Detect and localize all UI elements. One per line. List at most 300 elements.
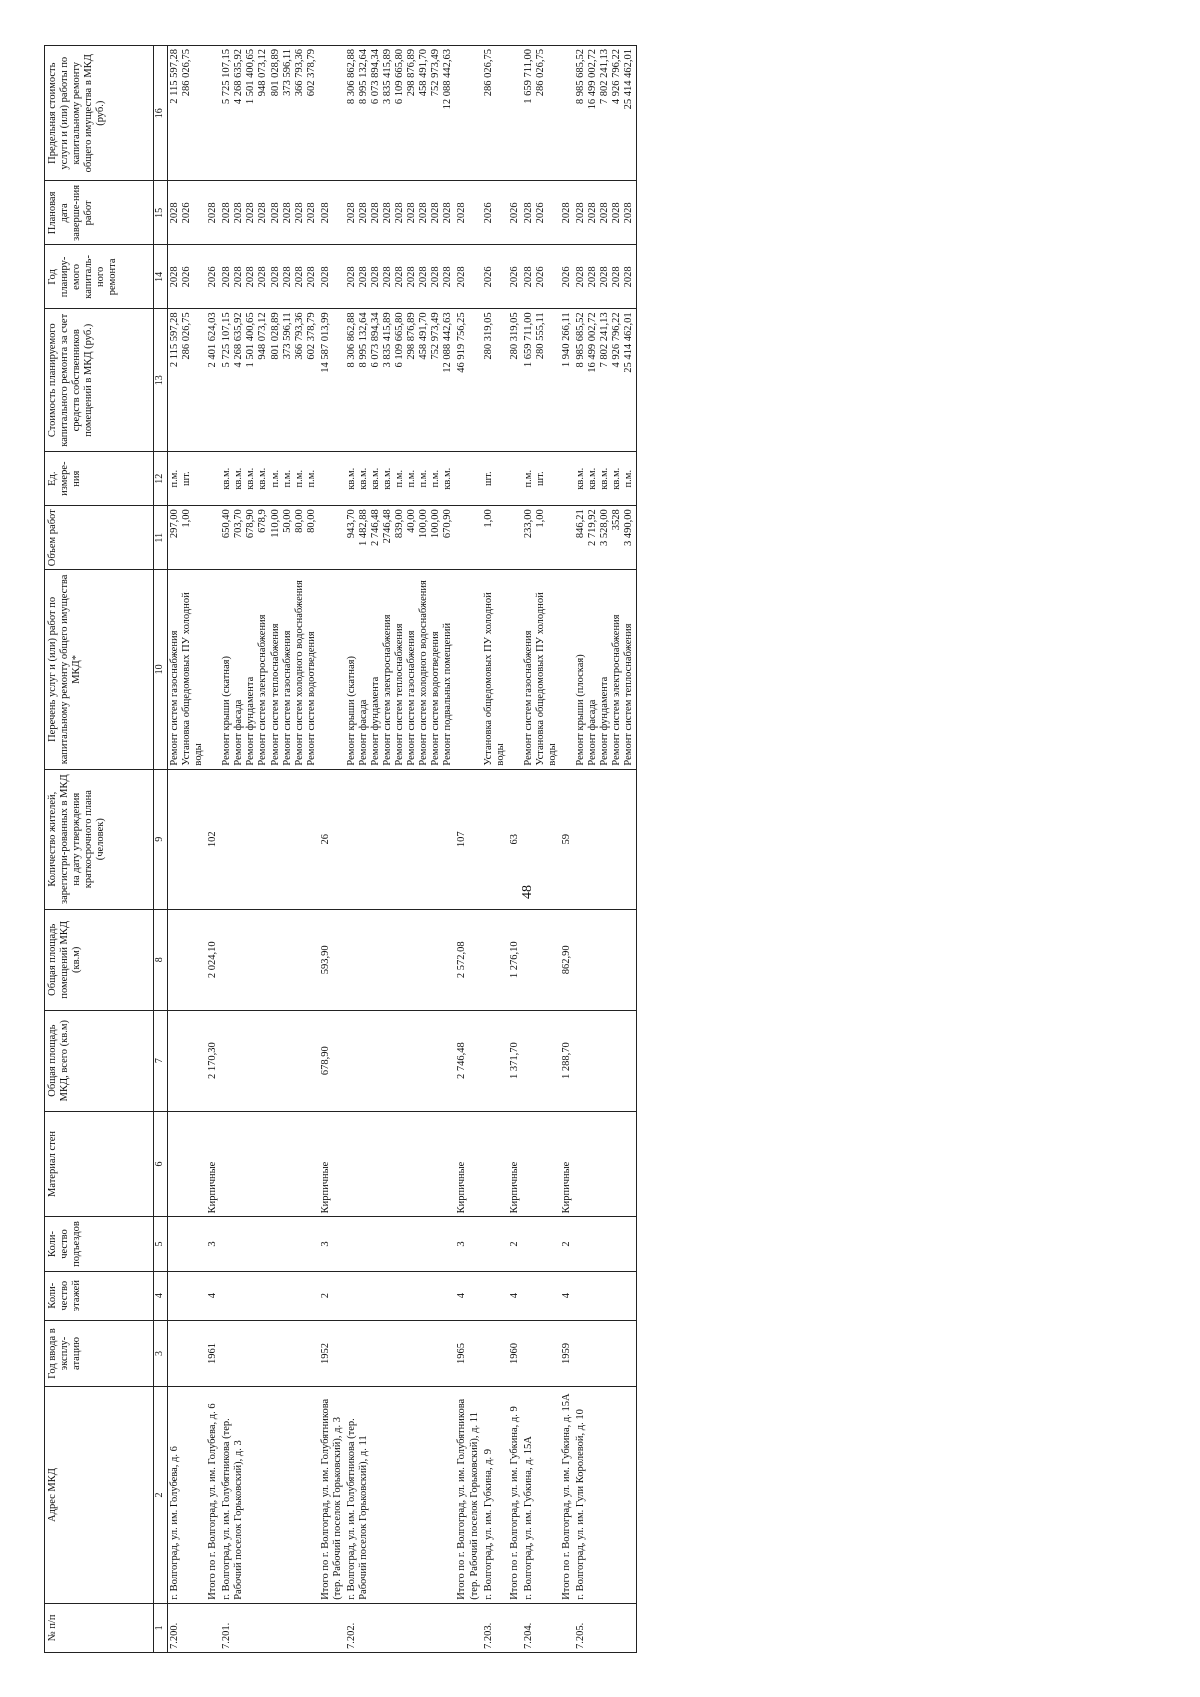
- completion-date: [522, 181, 560, 245]
- premises-area: [168, 909, 207, 1010]
- owner-cost-line: 25 414 462,01: [623, 312, 635, 373]
- residents: [206, 769, 220, 909]
- premises-area-line: 862,90: [560, 945, 572, 975]
- floors-line: 4: [560, 1293, 572, 1299]
- residents: [345, 769, 456, 909]
- premises-area: [319, 909, 345, 1010]
- premises-area: [345, 909, 456, 1010]
- completion-date-line: 2028: [370, 202, 381, 224]
- completion-date: [345, 181, 456, 245]
- completion-date-line: 2028: [345, 202, 357, 224]
- owner-cost-line: 1 940 266,11: [560, 312, 572, 368]
- limit-cost: [455, 46, 481, 181]
- repair-year-line: 2028: [575, 266, 586, 288]
- premises-area-line: 2 572,08: [456, 941, 468, 979]
- unit: [168, 452, 207, 506]
- table-header: [45, 46, 168, 1653]
- work-volume-line: 1 482,88: [357, 509, 369, 546]
- completion-date-line: 2028: [394, 202, 406, 224]
- total-area: [482, 1010, 508, 1111]
- residents: [455, 769, 481, 909]
- entrances: [168, 1217, 207, 1271]
- completion-date-line: 2026: [482, 202, 494, 224]
- repair-year-line: 2026: [560, 266, 572, 288]
- work-item-line: Ремонт систем теплоснабжения: [623, 623, 635, 766]
- floors: [522, 1271, 560, 1320]
- work-item-line: Ремонт систем электроснабжения: [611, 614, 623, 766]
- unit-line: п.м.: [430, 469, 442, 488]
- limit-cost-line: 366 793,36: [293, 49, 305, 97]
- unit-line: шт.: [181, 471, 193, 486]
- completion-date-line: 2028: [221, 202, 233, 224]
- premises-area: [455, 909, 481, 1010]
- repair-year-line: 2026: [181, 266, 193, 288]
- owner-cost: [522, 309, 560, 452]
- total-area: [560, 1010, 574, 1111]
- premises-area: [508, 909, 522, 1010]
- capital-repair-table-wrapper: [44, 45, 1152, 1653]
- completion-date-line: 2028: [281, 202, 293, 224]
- floors: [345, 1271, 456, 1320]
- owner-cost-line: 3 835 415,89: [382, 312, 394, 368]
- premises-area: [522, 909, 560, 1010]
- commission-year-line: 1952: [319, 1343, 331, 1364]
- premises-area-line: 1 276,10: [508, 941, 520, 979]
- work-item: [455, 570, 481, 769]
- page-number: 48: [520, 885, 535, 899]
- entrances-line: 3: [207, 1241, 219, 1247]
- column-number: 15: [154, 181, 168, 245]
- column-header: Коли-чество этажей: [45, 1271, 154, 1320]
- completion-date-line: 2028: [575, 202, 586, 224]
- address: [206, 1387, 220, 1604]
- work-volume: [508, 506, 522, 570]
- wall-material-line: Кирпичные: [319, 1161, 331, 1214]
- completion-date-line: 2028: [319, 202, 331, 224]
- limit-cost: [560, 46, 574, 181]
- floors: [319, 1271, 345, 1320]
- address-line: г. Волгоград, ул. им. Голубятникова (тер. Рабочий поселок Горьковский), д. 3: [221, 1418, 245, 1600]
- unit-line: кв.м.: [587, 467, 599, 490]
- limit-cost-line: 752 973,49: [430, 49, 442, 97]
- completion-date-line: 2028: [560, 202, 572, 224]
- owner-cost-line: 6 109 665,80: [394, 312, 406, 368]
- owner-cost: [206, 309, 220, 452]
- completion-date-line: 2028: [245, 202, 257, 224]
- owner-cost-line: 8 995 132,64: [357, 312, 369, 368]
- work-item: [560, 570, 574, 769]
- table-row: [345, 46, 456, 1653]
- total-area: [508, 1010, 522, 1111]
- commission-year: [522, 1320, 560, 1386]
- work-volume: [574, 506, 637, 570]
- total-area-line: 2 170,30: [207, 1042, 219, 1080]
- unit-line: кв.м.: [257, 467, 269, 490]
- wall-material: [206, 1111, 220, 1217]
- row-number: [168, 1603, 207, 1652]
- column-number: 7: [154, 1010, 168, 1111]
- repair-year: [455, 245, 481, 309]
- column-header: Общая площадь МКД, всего (кв.м): [45, 1010, 154, 1111]
- column-header: Коли-чество подъездов: [45, 1217, 154, 1271]
- limit-cost-line: 602 378,79: [305, 49, 317, 97]
- unit-line: п.м.: [522, 469, 534, 488]
- residents-line: 26: [319, 833, 331, 845]
- work-item: [319, 570, 345, 769]
- floors: [482, 1271, 508, 1320]
- wall-material-line: Кирпичные: [560, 1161, 572, 1214]
- work-volume-line: 846,21: [575, 509, 586, 539]
- wall-material: [508, 1111, 522, 1217]
- work-item-line: Ремонт систем электроснабжения: [382, 614, 394, 766]
- column-header: Перечень услуг и (или) работ по капитальному ремонту общего имущества МКД*: [45, 570, 154, 769]
- column-header: Год ввода в эксплу-атацию: [45, 1320, 154, 1386]
- residents: [522, 769, 560, 909]
- floors-line: 4: [508, 1293, 520, 1299]
- owner-cost-line: 8 985 685,52: [575, 312, 586, 368]
- unit-line: кв.м.: [599, 467, 611, 490]
- completion-date: [574, 181, 637, 245]
- work-item-line: Ремонт систем газоснабжения: [169, 630, 180, 766]
- work-volume: [168, 506, 207, 570]
- work-volume-line: 297,00: [169, 509, 180, 539]
- work-item-line: Ремонт систем холодного водоснабжения: [418, 580, 430, 766]
- work-item-line: Ремонт фундамента: [245, 676, 257, 766]
- completion-date-line: 2028: [623, 202, 635, 224]
- unit-line: п.м.: [418, 469, 430, 488]
- repair-year-line: 2028: [370, 266, 381, 288]
- floors: [206, 1271, 220, 1320]
- total-area: [168, 1010, 207, 1111]
- address-line: Итого по г. Волгоград, ул. им. Голубева, д. 6: [207, 1403, 219, 1600]
- unit: [522, 452, 560, 506]
- unit-line: шт.: [534, 471, 546, 486]
- commission-year-line: 1960: [508, 1343, 520, 1364]
- limit-cost-line: 5 725 107,15: [221, 49, 233, 105]
- owner-cost-line: 7 802 241,13: [599, 312, 611, 368]
- owner-cost-line: 458 491,70: [418, 312, 430, 360]
- work-item-line: Ремонт систем водоотведения: [305, 631, 317, 766]
- repair-year: [168, 245, 207, 309]
- limit-cost: [522, 46, 560, 181]
- repair-year-line: 2028: [623, 266, 635, 288]
- commission-year: [482, 1320, 508, 1386]
- wall-material: [319, 1111, 345, 1217]
- address-line: г. Волгоград, ул. им. Губкина, д. 9: [482, 1448, 494, 1600]
- floors: [508, 1271, 522, 1320]
- total-area-line: 678,90: [319, 1046, 331, 1076]
- limit-cost-line: 8 985 685,52: [575, 49, 586, 105]
- work-volume-line: 100,00: [430, 509, 442, 539]
- repair-year-line: 2028: [382, 266, 394, 288]
- address: [220, 1387, 319, 1604]
- residents-line: 102: [207, 831, 219, 848]
- owner-cost: [560, 309, 574, 452]
- unit-line: п.м.: [406, 469, 418, 488]
- row-number: [319, 1603, 345, 1652]
- limit-cost: [168, 46, 207, 181]
- completion-date-line: 2028: [611, 202, 623, 224]
- completion-date-line: 2026: [181, 202, 193, 224]
- limit-cost: [220, 46, 319, 181]
- repair-year-line: 2028: [522, 266, 534, 288]
- residents: [574, 769, 637, 909]
- entrances: [206, 1217, 220, 1271]
- capital-repair-table: [44, 45, 637, 1653]
- limit-cost-line: 6 073 894,34: [370, 49, 381, 105]
- unit-line: п.м.: [305, 469, 317, 488]
- column-number: 6: [154, 1111, 168, 1217]
- completion-date-line: 2028: [406, 202, 418, 224]
- unit: [574, 452, 637, 506]
- unit-line: п.м.: [293, 469, 305, 488]
- work-item-line: Ремонт систем газоснабжения: [406, 630, 418, 766]
- limit-cost-line: 286 026,75: [181, 49, 193, 97]
- completion-date-line: 2026: [534, 202, 546, 224]
- repair-year-line: 2028: [233, 266, 245, 288]
- wall-material: [168, 1111, 207, 1217]
- residents: [319, 769, 345, 909]
- column-number: 9: [154, 769, 168, 909]
- repair-year-line: 2028: [169, 266, 180, 288]
- work-item-line: Ремонт систем электроснабжения: [257, 614, 269, 766]
- limit-cost-line: 2 115 597,28: [169, 49, 180, 104]
- owner-cost-line: 1 501 400,65: [245, 312, 257, 368]
- work-volume-line: 100,00: [418, 509, 430, 539]
- residents: [508, 769, 522, 909]
- owner-cost-line: 280 319,05: [482, 312, 494, 360]
- completion-date: [206, 181, 220, 245]
- entrances: [345, 1217, 456, 1271]
- repair-year: [319, 245, 345, 309]
- work-volume: [455, 506, 481, 570]
- completion-date-line: 2028: [522, 202, 534, 224]
- column-number: 8: [154, 909, 168, 1010]
- premises-area: [560, 909, 574, 1010]
- work-volume-line: 1,00: [482, 509, 494, 528]
- repair-year-line: 2026: [482, 266, 494, 288]
- owner-cost: [482, 309, 508, 452]
- owner-cost-line: 6 073 894,34: [370, 312, 381, 368]
- work-volume-line: 50,00: [281, 509, 293, 533]
- row-number: [574, 1603, 637, 1652]
- owner-cost: [574, 309, 637, 452]
- floors: [220, 1271, 319, 1320]
- limit-cost-line: 458 491,70: [418, 49, 430, 97]
- limit-cost-line: 25 414 462,01: [623, 49, 635, 110]
- completion-date-line: 2028: [599, 202, 611, 224]
- owner-cost-line: 280 555,11: [534, 312, 546, 360]
- commission-year: [345, 1320, 456, 1386]
- address: [574, 1387, 637, 1604]
- residents-line: 63: [508, 833, 520, 845]
- wall-material: [482, 1111, 508, 1217]
- owner-cost-line: 1 659 711,00: [522, 312, 534, 368]
- repair-year-line: 2028: [345, 266, 357, 288]
- completion-date: [319, 181, 345, 245]
- work-volume: [522, 506, 560, 570]
- total-area: [206, 1010, 220, 1111]
- column-header: Общая площадь помещений МКД (кв.м): [45, 909, 154, 1010]
- repair-year-line: 2028: [394, 266, 406, 288]
- completion-date-line: 2028: [257, 202, 269, 224]
- repair-year: [522, 245, 560, 309]
- work-item-line: Ремонт фасада: [357, 699, 369, 766]
- owner-cost: [319, 309, 345, 452]
- work-item: [206, 570, 220, 769]
- work-item: [168, 570, 207, 769]
- work-item: [522, 570, 560, 769]
- address: [482, 1387, 508, 1604]
- table-total-row: [455, 46, 481, 1653]
- address: [319, 1387, 345, 1604]
- entrances: [522, 1217, 560, 1271]
- row-number-line: 7.203.: [482, 1622, 494, 1649]
- row-number-line: 7.204.: [522, 1622, 534, 1649]
- total-area: [345, 1010, 456, 1111]
- premises-area: [482, 909, 508, 1010]
- owner-cost: [345, 309, 456, 452]
- repair-year-line: 2028: [599, 266, 611, 288]
- residents-line: 107: [456, 831, 468, 848]
- owner-cost-line: 14 587 013,99: [319, 312, 331, 373]
- work-volume: [560, 506, 574, 570]
- limit-cost: [206, 46, 220, 181]
- limit-cost-line: 286 026,75: [482, 49, 494, 97]
- owner-cost-line: 4 268 635,92: [233, 312, 245, 368]
- work-item-line: Ремонт крыши (скатная): [345, 656, 357, 766]
- column-header: Количество жителей, зарегистри-рованных в МКД на дату утверждения краткосрочного плана (человек): [45, 769, 154, 909]
- completion-date-line: 2028: [382, 202, 394, 224]
- column-number: 3: [154, 1320, 168, 1386]
- completion-date-line: 2028: [293, 202, 305, 224]
- column-header: Плановая дата заверше-ния работ: [45, 181, 154, 245]
- unit-line: кв.м.: [611, 467, 623, 490]
- table-body: [168, 46, 637, 1653]
- limit-cost-line: 7 802 241,13: [599, 49, 611, 105]
- entrances: [319, 1217, 345, 1271]
- owner-cost-line: 8 306 862,88: [345, 312, 357, 368]
- address-line: г. Волгоград, ул. им. Губкина, д. 15А: [522, 1436, 534, 1600]
- work-item-line: Установка общедомовых ПУ холодной воды: [534, 592, 558, 766]
- wall-material: [345, 1111, 456, 1217]
- commission-year: [319, 1320, 345, 1386]
- limit-cost-line: 1 501 400,65: [245, 49, 257, 105]
- limit-cost: [345, 46, 456, 181]
- column-header: Ед. измере-ния: [45, 452, 154, 506]
- address-line: г. Волгоград, ул. им. Голубятникова (тер. Рабочий поселок Горьковский), д. 11: [345, 1418, 369, 1600]
- repair-year-line: 2028: [456, 266, 468, 288]
- address: [522, 1387, 560, 1604]
- work-volume-line: 1,00: [181, 509, 193, 528]
- limit-cost-line: 373 596,11: [281, 49, 293, 96]
- owner-cost-line: 286 026,75: [181, 312, 193, 360]
- completion-date: [560, 181, 574, 245]
- floors: [168, 1271, 207, 1320]
- completion-date: [482, 181, 508, 245]
- unit-line: кв.м.: [575, 467, 586, 490]
- residents: [220, 769, 319, 909]
- work-volume-line: 110,00: [269, 509, 281, 538]
- work-item: [482, 570, 508, 769]
- work-item-line: Ремонт систем теплоснабжения: [269, 623, 281, 766]
- table-row: [522, 46, 560, 1653]
- owner-cost-line: 366 793,36: [293, 312, 305, 360]
- row-number-line: 7.201.: [221, 1622, 233, 1649]
- repair-year-line: 2028: [269, 266, 281, 288]
- repair-year: [220, 245, 319, 309]
- work-volume-line: 670,90: [442, 509, 454, 539]
- premises-area: [220, 909, 319, 1010]
- completion-date: [168, 181, 207, 245]
- owner-cost: [168, 309, 207, 452]
- work-volume-line: 839,00: [394, 509, 406, 539]
- work-volume-line: 3528: [611, 509, 623, 531]
- unit: [508, 452, 522, 506]
- work-volume: [345, 506, 456, 570]
- owner-cost-line: 2 401 624,03: [207, 312, 219, 368]
- unit-line: кв.м.: [221, 467, 233, 490]
- unit: [319, 452, 345, 506]
- entrances: [482, 1217, 508, 1271]
- column-header: Адрес МКД: [45, 1387, 154, 1604]
- address-line: Итого по г. Волгоград, ул. им. Голубятникова (тер. Рабочий поселок Горьковский), д. 11: [456, 1398, 480, 1600]
- total-area-line: 2 746,48: [456, 1042, 468, 1080]
- total-area: [455, 1010, 481, 1111]
- entrances-line: 3: [456, 1241, 468, 1247]
- work-volume: [319, 506, 345, 570]
- repair-year: [345, 245, 456, 309]
- repair-year: [206, 245, 220, 309]
- repair-year-line: 2028: [587, 266, 599, 288]
- work-item-line: Ремонт фасада: [587, 699, 599, 766]
- column-number: 13: [154, 309, 168, 452]
- repair-year: [508, 245, 522, 309]
- address-line: Итого по г. Волгоград, ул. им. Голубятникова (тер. Рабочий поселок Горьковский), д. 3: [319, 1398, 343, 1600]
- floors: [574, 1271, 637, 1320]
- work-volume-line: 1,00: [534, 509, 546, 528]
- limit-cost-line: 4 926 796,22: [611, 49, 623, 105]
- owner-cost-line: 2 115 597,28: [169, 312, 180, 368]
- unit: [455, 452, 481, 506]
- work-volume-line: 3 490,00: [623, 509, 635, 546]
- total-area-line: 1 371,70: [508, 1042, 520, 1080]
- limit-cost: [482, 46, 508, 181]
- row-number: [508, 1603, 522, 1652]
- completion-date-line: 2028: [207, 202, 219, 224]
- owner-cost-line: 801 028,89: [269, 312, 281, 360]
- column-header: Стоимость планируемого капитального ремонта за счет средств собственников помещений в МКД (руб.): [45, 309, 154, 452]
- wall-material: [220, 1111, 319, 1217]
- work-item: [574, 570, 637, 769]
- address: [455, 1387, 481, 1604]
- work-item-line: Ремонт крыши (скатная): [221, 656, 233, 766]
- table-row: [482, 46, 508, 1653]
- entrances: [560, 1217, 574, 1271]
- limit-cost-line: 8 306 862,88: [345, 49, 357, 105]
- row-number-line: 7.205.: [575, 1622, 586, 1649]
- unit: [345, 452, 456, 506]
- total-area: [574, 1010, 637, 1111]
- residents: [482, 769, 508, 909]
- work-item-line: Ремонт систем газоснабжения: [522, 630, 534, 766]
- unit-line: п.м.: [169, 469, 180, 488]
- unit-line: кв.м.: [245, 467, 257, 490]
- wall-material-line: Кирпичные: [456, 1161, 468, 1214]
- repair-year: [574, 245, 637, 309]
- total-area: [319, 1010, 345, 1111]
- completion-date-line: 2028: [233, 202, 245, 224]
